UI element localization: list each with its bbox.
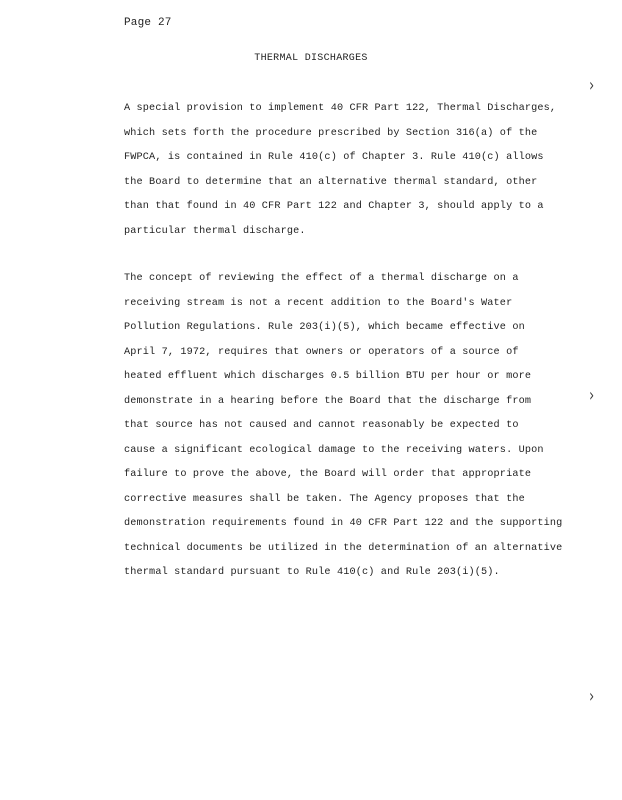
text-line: thermal standard pursuant to Rule 410(c) and Rule 203(i)(5). xyxy=(124,567,500,578)
text-line: FWPCA, is contained in Rule 410(c) of Chapter 3. Rule 410(c) allows xyxy=(124,152,544,163)
text-line: technical documents be utilized in the determination of an alternative xyxy=(124,542,563,554)
text-line: receiving stream is not a recent addition to the Board's Water xyxy=(124,297,513,309)
text-line: The concept of reviewing the effect of a thermal discharge on a xyxy=(124,273,519,284)
text-line: Pollution Regulations. Rule 203(i)(5), which became effective on xyxy=(124,322,525,333)
text-line: demonstrate in a hearing before the Board that the discharge from xyxy=(124,395,532,407)
paragraph-1 xyxy=(124,97,564,244)
text-line: failure to prove the above, the Board will order that appropriate xyxy=(124,469,532,480)
text-line: April 7, 1972, requires that owners or operators of a source of xyxy=(124,346,519,358)
text-line: demonstration requirements found in 40 CFR Part 122 and the supporting xyxy=(124,518,563,529)
text-line: cause a significant ecological damage to the receiving waters. Upon xyxy=(124,444,544,456)
binder-hole-mark-icon: › xyxy=(589,385,595,406)
paragraph-2 xyxy=(124,267,564,586)
text-line: corrective measures shall be taken. The Agency proposes that the xyxy=(124,493,525,505)
text-line: particular thermal discharge. xyxy=(124,225,306,237)
document-title: THERMAL DISCHARGES xyxy=(254,53,368,64)
text-line: heated effluent which discharges 0.5 billion BTU per hour or more xyxy=(124,371,532,382)
text-line: than that found in 40 CFR Part 122 and Chapter 3, should apply to a xyxy=(124,201,544,212)
text-line: the Board to determine that an alternative thermal standard, other xyxy=(124,176,538,188)
text-line: that source has not caused and cannot reasonably be expected to xyxy=(124,420,519,431)
binder-hole-mark-icon: › xyxy=(589,686,595,707)
page-number: Page 27 xyxy=(124,17,172,29)
text-line: which sets forth the procedure prescribed by Section 316(a) of the xyxy=(124,127,538,139)
text-line: A special provision to implement 40 CFR Part 122, Thermal Discharges, xyxy=(124,103,557,114)
binder-hole-mark-icon: › xyxy=(589,75,595,96)
